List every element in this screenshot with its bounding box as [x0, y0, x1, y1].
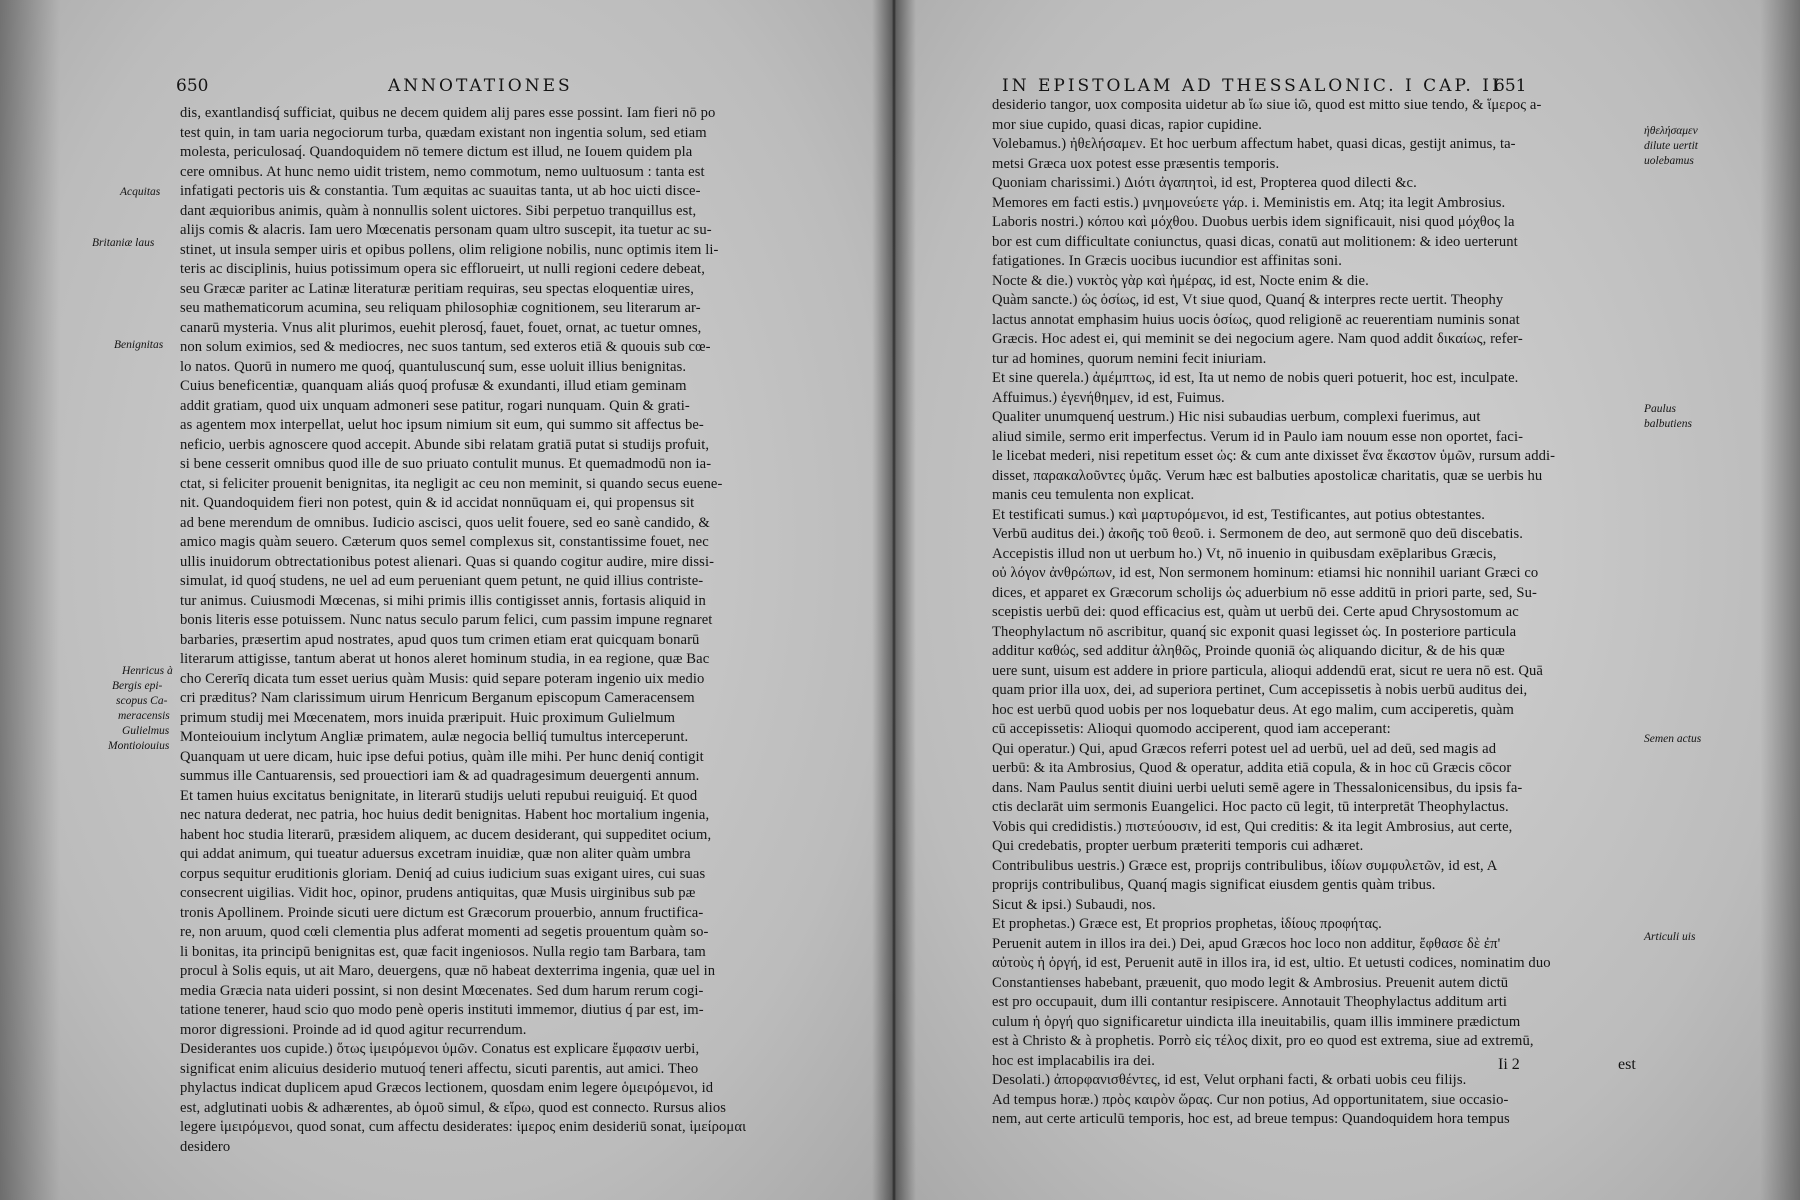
text-line: Et testificati sumus.) καὶ μαρτυρόμενοι, id est, Testificantes, aut potius obtestantes. [992, 506, 1486, 523]
margin-note: Britaniæ laus [92, 237, 155, 249]
text-line: ad bene merendum de omnibus. Iudicio ascisci, quos uelit fouere, sed eo sanè candido, & [180, 514, 710, 531]
text-line: dis, exantlandisq́ sufficiat, quibus ne decem quidem alij pares esse possint. Iam fieri nō po [180, 105, 716, 121]
text-line: tur ad homines, quorum nemini fecit iniuriam. [992, 350, 1267, 367]
text-line: Quanquam ut uere dicam, huic ipse defui potius, quàm ille mihi. Per hunc deniq́ contigit [180, 748, 704, 765]
text-line: Volebamus.) ἠθελήσαμεν. Et hoc uerbum affectum habet, quasi dicas, gestijt animus, ta- [992, 136, 1516, 152]
text-line: est à Christo & à prophetis. Porrò εἰς τέλος dixit, pro eo quod est extrema, siue ad extremū, [992, 1033, 1534, 1049]
text-line: uerbū: & ita Ambrosius, Quod & operatur, addita etiā copula, & in hoc cū Græcis cōcor [992, 760, 1512, 776]
text-line: legere ἱμειρόμενοι, quod sonat, cum affectu desiderates: ἱμερος enim desideriū sonat, ἱμείρομαι [180, 1119, 747, 1135]
text-line: alijs comis & alacris. Iam uero Mœcenatis personam quam ultro suscepit, ita tuetur ac su- [180, 222, 712, 238]
margin-note: balbutiens [1644, 418, 1692, 430]
right-body-text [992, 96, 1642, 1130]
text-line: tronis Apollinem. Proinde sicuti uere dictum est Græcorum prouerbio, annum fructifica- [180, 904, 704, 921]
text-line: corpus sequitur eruditionis gloriam. Deniq́ ad cuius iudicium suas exigant uires, cui suas [180, 865, 706, 882]
text-line: Sicut & ipsi.) Subaudi, nos. [992, 896, 1156, 913]
text-line: as agentem mox interpellat, uelut hoc ipsum nimium sit eum, qui summo sit affectus be- [180, 417, 704, 433]
text-line: est pro occupauit, dum illi contantur resipiscere. Annotauit Theophylactus additum arti [992, 994, 1508, 1010]
margin-note: scopus Ca- [116, 695, 168, 707]
text-line: Peruenit autem in illos ira dei.) Dei, apud Græcos hoc loco non additur, ἔφθασε δὲ ἐπ' [992, 935, 1501, 952]
text-line: Vobis qui credidistis.) πιστεύουσιν, id est, Qui creditis: & ita legit Ambrosius, aut certe, [992, 818, 1513, 835]
text-line: non solum eximios, sed & mediocres, nec suos tantum, sed exteros etiā & quouis sub cœ- [180, 339, 711, 355]
text-line: additur καθώς, sed additur ἀληθῶς, Proinde quoniā ὡς aliquando dicitur, & de his quæ [992, 643, 1505, 659]
text-line: cere omnibus. At hunc nemo uidit tristem, nemo commotum, nemo uultuosum : tanta est [180, 163, 705, 180]
text-line: tur animus. Cuiusmodi Mœcenas, si mihi primis illis contigisset annis, fortasis aliquid in [180, 592, 706, 609]
page-number-left: 650 [176, 76, 209, 96]
text-line: tatione tenerer, haud scio quo modo penè operis instituti immemor, diutius q́ par est, im- [180, 1002, 704, 1018]
text-line: Ad tempus horæ.) πρὸς καιρὸν ὥρας. Cur non potius, Ad opportunitatem, siue occasio- [992, 1091, 1509, 1108]
text-line: οὐ λόγον ἀνθρώπων, id est, Non sermonem hominum: etiamsi hic nonnihil uariant Græci co [992, 565, 1539, 581]
text-line: cū accepissetis: Alioqui quomodo acciperent, quod iam acceperant: [992, 721, 1391, 737]
text-line: stinet, ut insula semper uiris et opibus pollens, olim religione nobilis, nunc optimis item li- [180, 241, 719, 258]
text-line: desiderio tangor, uox composita uidetur ab ἴω siue ἱῶ, quod est mitto siue tendo, & ἵμερος a- [992, 97, 1542, 113]
text-line: hoc est implacabilis ira dei. [992, 1052, 1155, 1069]
text-line: primum studij mei Mœcenatem, mors inuida præripuit. Huic proximum Gulielmum [180, 709, 676, 726]
text-line: scepistis uerbū dei: quod efficacius est, quàm ut uerbū dei. Certe apud Chrysostomum ac [992, 604, 1519, 620]
text-line: test quin, in tam uaria negociorum turba, quædam existant non ingentia solum, sed etiam [180, 124, 707, 141]
running-head-right: IN EPISTOLAM AD THESSALONIC. I CAP. II [1002, 76, 1502, 96]
text-line: dans. Nam Paulus sentit diuini uerbi ueluti semē agere in Thessalonicensibus, du ipsis fa- [992, 779, 1523, 796]
margin-note: Henricus à [122, 665, 173, 677]
text-line: uere sunt, uisum est addere in priore particula, alioqui addendū erat, sicut re uera nō est. Quā [992, 662, 1544, 679]
text-line: nit. Quandoquidem fieri non potest, quin & id accidat nonnūquam ei, qui propensus sit [180, 495, 695, 511]
margin-note: meracensis [118, 710, 170, 722]
text-line: teris ac disciplinis, huius potissimum opera sic efflorueirt, ut nulli regioni cedere debeat, [180, 261, 705, 277]
margin-note: Paulus [1644, 403, 1676, 415]
text-line: bonis literis esse potuissem. Nunc natus seculo parum felici, cum passim impune regnaret [180, 612, 713, 628]
margin-note: Semen actus [1644, 733, 1702, 745]
text-line: est, adglutinati uobis & adhærentes, ab ὁμοῦ simul, & εἴρω, quod est connecto. Rursus alios [180, 1099, 727, 1116]
book-gutter [872, 0, 916, 1200]
text-line: Nocte & die.) νυκτὸς γὰρ καὶ ἡμέρας, id est, Nocte enim & die. [992, 272, 1369, 289]
text-line: Accepistis illud non ut uerbum ho.) Vt, nō inuenio in quibusdam exēplaribus Græcis, [992, 545, 1497, 562]
text-line: Monteiouium inclytum Angliæ primatem, aulæ negocia belliq́ tumultus interceperunt. [180, 729, 689, 745]
text-line: manis ceu temulenta non explicat. [992, 487, 1195, 503]
text-line: Et sine querela.) ἀμέμπτως, id est, Ita ut nemo de nobis queri potuerit, hoc est, inculpate. [992, 370, 1519, 386]
text-line: neficio, uerbis agnoscere quod accepit. Abunde sibi relatam gratiā putat si studijs profuit, [180, 436, 710, 453]
left-page [0, 0, 892, 1200]
margin-note: Benignitas [114, 339, 164, 351]
text-line: literarum attigisse, tantum aberat ut honos aleret hominum studia, in ea regione, quæ Bac [180, 651, 710, 667]
text-line: simulat, id quoq́ studens, ne uel ad eum perueniant quem petunt, ne quid illius contriste- [180, 573, 704, 589]
left-body-text [180, 104, 850, 1157]
text-line: seu Græcæ pariter ac Latinæ literaturæ peritiam requiras, seu spectas eloquentiæ uires, [180, 280, 695, 297]
margin-note: ἠθελήσαμεν [1644, 125, 1698, 137]
signature-mark: Ii 2 [1498, 1056, 1520, 1073]
text-line: proprijs contribulibus, Quanq́ magis significat eiusdem gentis quàm tribus. [992, 877, 1436, 893]
text-line: Contribulibus uestris.) Græce est, proprijs contribulibus, ἰδίων συμφυλετῶν, id est, A [992, 857, 1498, 874]
text-line: li bonitas, ita principū benignitas est, quæ facit ingeniosos. Nulla regio tam Barbara, tam [180, 943, 706, 960]
right-page [892, 0, 1800, 1200]
text-line: Verbū auditus dei.) ἀκοῆς τοῦ θεοῦ. i. Sermonem de deo, aut sermonē quo deū discebatis. [992, 526, 1524, 542]
text-line: significat enim alicuius desiderio mutuoq́ teneri affectu, sicuti parentis, aut amici. Theo [180, 1060, 699, 1077]
text-line: metsi Græca uox potest esse præsentis temporis. [992, 155, 1280, 172]
margin-note: Acquitas [120, 186, 161, 198]
text-line: lactus annotat emphasim huius uocis ὁσίως, quod religionē ac reuerentiam numinis sonat [992, 311, 1520, 328]
text-line: Laboris nostri.) κόπου καὶ μόχθου. Duobus uerbis idem significauit, nisi quod μόχθος la [992, 214, 1515, 230]
text-line: αὐτοὺς ἡ ὀργή, id est, Peruenit autē in illos ira, id est, ultio. Et uetusti codices, nominatim duo [992, 955, 1551, 971]
margin-note: Montioiouius [108, 740, 170, 752]
text-line: culum ἡ ὀργή quo significaretur uindicta illa ineuitabilis, quam illis imminere prædictum [992, 1013, 1521, 1030]
text-line: desidero [180, 1138, 231, 1155]
text-line: qui addat animum, qui tueatur aduersus excetram inuidiæ, quæ non aliter quàm umbra [180, 846, 691, 862]
text-line: habent hoc studia literarū, præsidem aliquem, ac ducem desiderant, qui suppeditet ocium, [180, 826, 712, 843]
text-line: quam prior illa uox, dei, ad superiora pertinet, Cum accepissetis à nobis uerbū auditus dei, [992, 682, 1528, 698]
text-line: moror digressioni. Proinde ad id quod agitur recurrendum. [180, 1021, 527, 1038]
text-line: Quàm sancte.) ὡς ὁσίως, id est, Vt siue quod, Quanq́ & interpres recte uertit. Theophy [992, 292, 1504, 308]
text-line: Et tamen huius excitatus benignitate, in literarū studijs ueluti repubui reuiguiq́. Et quod [180, 787, 698, 804]
text-line: nem, aut certe articulū temporis, hoc est, ad breue tempus: Quandoquidem hora tempus [992, 1111, 1510, 1127]
text-line: Quoniam charissimi.) Διότι ἀγαπητοὶ, id est, Propterea quod dilecti &c. [992, 175, 1417, 191]
text-line: mor siue cupido, quasi dicas, rapior cupidine. [992, 116, 1263, 133]
text-line: summus ille Cantuarensis, sed prouectiori iam & ad quadragesimum deuergenti annum. [180, 768, 700, 784]
text-line: si bene cesserit omnibus quod ille de suo priuato contulit munus. Et quemadmodū non ia- [180, 456, 712, 472]
margin-note: uolebamus [1644, 155, 1694, 167]
text-line: molesta, periculosaq́. Quandoquidem nō temere dictum est illud, ne Iouem quidem pla [180, 144, 693, 160]
margin-note: Articuli uis [1644, 931, 1696, 943]
text-line: cri præditus? Nam clarissimum uirum Henricum Berganum episcopum Cameracensem [180, 690, 695, 706]
text-line: dant æquioribus animis, quàm à nonnullis solent uictores. Sibi perpetuo tranquillus est, [180, 202, 697, 219]
page-edge-shadow [0, 0, 60, 1200]
text-line: Theophylactum nō ascribitur, quanq́ sic exponit quasi legisset ὡς. In posteriore particula [992, 623, 1517, 640]
margin-note: dilute uertit [1644, 140, 1698, 152]
text-line: disset, παρακαλοῦντες ὑμᾶς. Verum hæc est balbuties apostolicæ charitatis, quæ se uerbis hu [992, 467, 1543, 484]
text-line: le licebat mederi, nisi repetitum esset ὡς: & cum ante dixisset ἕνα ἕκαστον ὑμῶν, rursum addi- [992, 448, 1556, 464]
text-line: procul à Solis equis, ut ait Maro, deuergens, quæ nō habeat dexterrima ingenia, quæ uel in [180, 963, 716, 979]
text-line: addit gratiam, quod uix unquam admoneri sese patitur, rogari nunquam. Quin & grati- [180, 397, 690, 414]
text-line: Affuimus.) ἐγενήθημεν, id est, Fuimus. [992, 389, 1225, 406]
text-line: infatigati pectoris uis & constantia. Tum æquitas ac suauitas tanta, ut ab hoc uicti disce- [180, 183, 701, 199]
text-line: seu mathematicorum acumina, seu reliquam philosophiæ cognitionem, seu literarum ar- [180, 300, 701, 316]
text-line: Constantienses habebant, præuenit, quo modo legit & Ambrosius. Preuenit autem dictū [992, 974, 1509, 991]
text-line: cho Cererīq dicata tum esset uerius quàm Musis: quid separe poteram ingenio uix medio [180, 670, 705, 687]
text-line: lo natos. Quorū in numero me quoq́, quantuluscunq́ sum, esse uoluit illius benignitas. [180, 358, 687, 375]
text-line: barbaries, præsertim apud nostrates, apud quos tum crimen etiam erat quicquam bonarū [180, 631, 700, 648]
text-line: Et prophetas.) Græce est, Et proprios prophetas, ἰδίους προφήτας. [992, 916, 1382, 932]
text-line: consecrent uigilias. Vidit hoc, opinor, prudens antiquitas, quæ Musis uirginibus sub pæ [180, 885, 696, 901]
text-line: nec natura dederat, nec patria, hoc huius dedit benignitas. Habent hoc mortalium ingenia, [180, 807, 710, 823]
text-line: canarū mysteria. Vnus alit plurimos, euehit plerosq́, fauet, fouet, ornat, ac tuetur omnes, [180, 319, 702, 336]
text-line: Desolati.) ἀπορφανισθέντες, id est, Velut orphani facti, & orbati uobis ceu filijs. [992, 1072, 1467, 1088]
margin-note: Gulielmus [122, 725, 170, 737]
text-line: Qui credebatis, propter uerbum præteriti temporis cui adhæret. [992, 838, 1364, 854]
text-line: phylactus indicat duplicem apud Græcos lectionem, quosdam enim legere ὁμειρόμενοι, id [180, 1080, 714, 1096]
text-line: Memores em facti estis.) μνημονεύετε γάρ. i. Meministis em. Atq; ita legit Ambrosius. [992, 194, 1506, 211]
text-line: bor est cum difficultate coniunctus, quasi dicas, conatū aut molitionem: & ideo uerterunt [992, 233, 1518, 250]
running-head-left: ANNOTATIONES [388, 76, 573, 96]
text-line: ullis inuidorum obtrectationibus potest alienari. Quas si quando cogitur audire, mire dissi- [180, 553, 715, 570]
text-line: aliud simile, sermo erit imperfectus. Verum id in Paulo iam nouum esse non oportet, faci- [992, 428, 1524, 445]
text-line: Græcis. Hoc adest ei, qui meminit se dei negocium agere. Nam quod addit δικαίως, refer- [992, 331, 1523, 347]
text-line: dices, et apparet ex Græcorum scholijs ὡς aduerbium nō esse additū in priori parte, sed, Su- [992, 584, 1537, 601]
margin-note: Bergis epi- [112, 680, 163, 692]
page-edge-shadow [1760, 0, 1800, 1200]
text-line: Cuius beneficentiæ, quanquam aliás quoq́ profusæ & exundanti, illud etiam geminam [180, 378, 687, 394]
text-line: Qui operatur.) Qui, apud Græcos referri potest uel ad uerbū, uel ad deū, sed magis ad [992, 740, 1497, 757]
text-line: fatigationes. In Græcis uocibus iucundior est affinitas soni. [992, 253, 1342, 269]
catchword: est [1618, 1056, 1636, 1073]
text-line: ctis declarāt uim sermonis Euangelici. Hoc pacto cū legit, tū interpretāt Theophylactus. [992, 799, 1509, 815]
text-line: Desiderantes uos cupide.) ὅτως ἱμειρόμενοι ὑμῶν. Conatus est explicare ἔμφασιν uerbi, [180, 1041, 700, 1057]
text-line: re, non aruum, quod cœli clementia plus adferat momenti ad segetis prouentum quàm so- [180, 924, 709, 940]
text-line: Qualiter unumquenq́ uestrum.) Hic nisi subaudias uerbum, complexi fuerimus, aut [992, 409, 1481, 425]
page-number-right: 651 [1494, 76, 1527, 96]
text-line: hoc est uerbū quod uobis per nos loquebatur deus. At ego malim, cum acciperetis, quàm [992, 701, 1514, 718]
text-line: amico magis quàm seuero. Cæterum quos semel complexus sit, constantissime fouet, nec [180, 534, 709, 550]
text-line: ctat, si feliciter prouenit benignitas, ita negligit ac ceu non meminit, si quando secus euene- [180, 475, 723, 492]
text-line: media Græcia nata uideri possint, si non desint Mœcenates. Sed dum harum rerum cogi- [180, 982, 704, 999]
